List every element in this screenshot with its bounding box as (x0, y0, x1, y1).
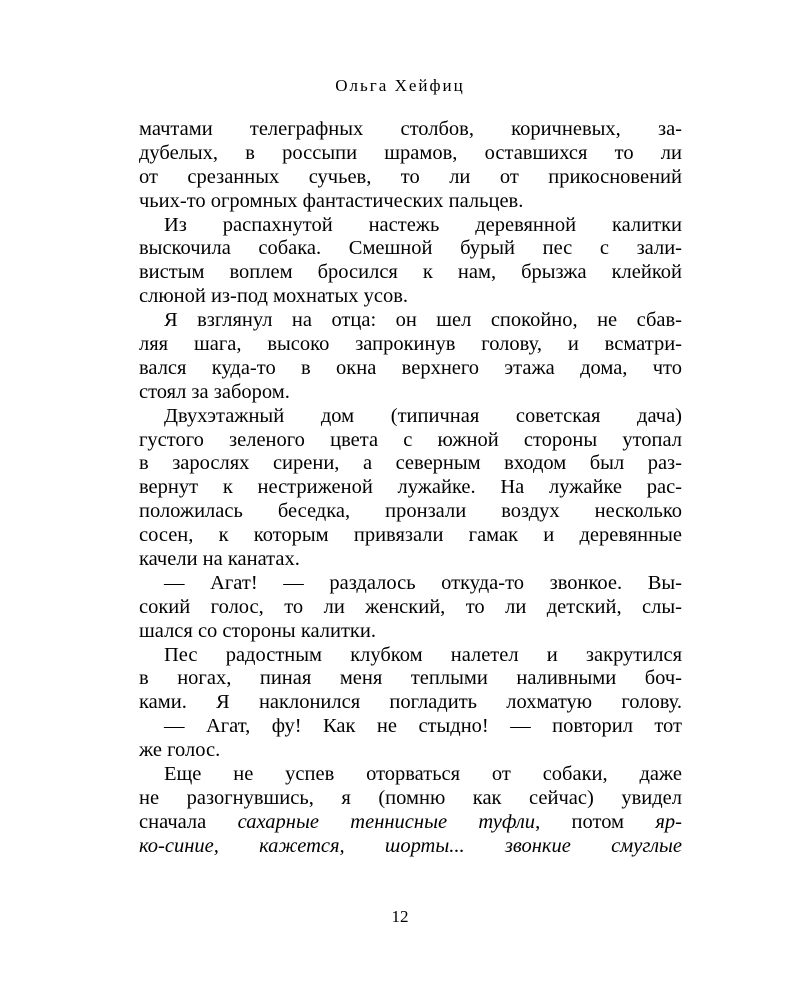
text-line: Пес радостным клубком налетел и закрутился (164, 643, 682, 666)
running-header-author: Ольга Хейфиц (335, 76, 465, 95)
text-line: в зарослях сирени, а северным входом был раз- (139, 452, 682, 475)
body-text (139, 118, 682, 859)
text-line: Я взглянул на отца: он шел спокойно, не сбав- (164, 309, 682, 332)
text-line-italic (139, 835, 682, 859)
text-plain: сначала (139, 810, 238, 833)
page-number: 12 (391, 907, 409, 926)
text-line: дубелых, в россыпи шрамов, оставшихся то ли (139, 141, 682, 164)
text-line: вистым воплем бросился к нам, брызжа клейкой (139, 261, 682, 284)
text-line: чьих-то огромных фантастических пальцев. (139, 189, 524, 212)
text-line: стоял за забором. (139, 380, 290, 403)
text-italic: яр- (655, 810, 683, 833)
text-line: ками. Я наклонился погладить лохматую голову. (139, 691, 682, 714)
text-line: положилась беседка, пронзали воздух несколько (139, 500, 682, 523)
text-line-mixed (139, 811, 682, 835)
text-line: сокий голос, то ли женский, то ли детский, слы- (139, 595, 682, 618)
text-plain: , потом (535, 810, 656, 833)
text-line: — Агат, фу! Как не стыдно! — повторил тот (164, 715, 682, 738)
text-line: Еще не успев оторваться от собаки, даже (164, 763, 682, 786)
text-line: слюной из-под мохнатых усов. (139, 285, 409, 308)
text-line: качели на канатах. (139, 548, 300, 571)
text-line: вался куда-то в окна верхнего этажа дома, что (139, 356, 682, 379)
text-line: сосен, к которым привязали гамак и деревянные (139, 524, 682, 547)
text-line: ляя шага, высоко запрокинув голову, и всматри- (139, 333, 682, 356)
text-italic: ко-синие, кажется, шорты... звонкие смуглые (139, 834, 682, 857)
text-line: же голос. (139, 739, 221, 762)
text-line: вернут к нестриженой лужайке. На лужайке рас- (139, 476, 682, 499)
text-line: — Агат! — раздалось откуда-то звонкое. Вы- (164, 571, 682, 594)
text-line: шался со стороны калитки. (139, 619, 376, 642)
text-line: мачтами телеграфных столбов, коричневых, за- (139, 118, 682, 140)
text-line: Двухэтажный дом (типичная советская дача) (164, 404, 682, 427)
text-line: выскочила собака. Смешной бурый пес с зали- (139, 237, 682, 260)
text-italic: сахарные теннисные туфли (237, 810, 536, 833)
text-line: густого зеленого цвета с южной стороны утопал (139, 428, 682, 451)
text-line: в ногах, пиная меня теплыми наливными боч- (139, 667, 682, 690)
text-line: от срезанных сучьев, то ли от прикосновений (139, 165, 682, 188)
text-line: Из распахнутой настежь деревянной калитки (164, 213, 682, 236)
text-line: не разогнувшись, я (помню как сейчас) увидел (139, 786, 682, 809)
